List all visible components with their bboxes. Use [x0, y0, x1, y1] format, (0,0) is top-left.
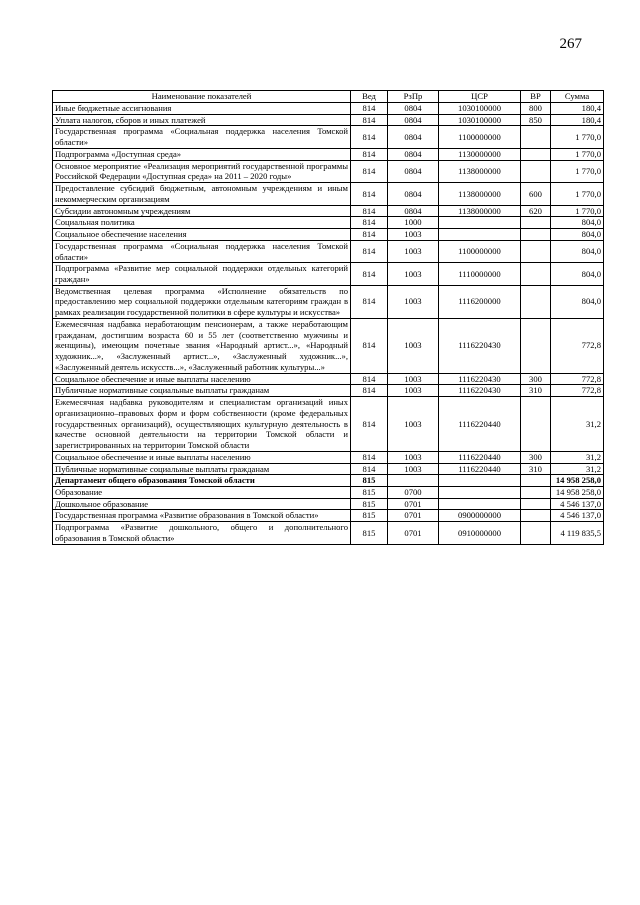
row-ved: 814 [351, 183, 388, 205]
row-csr: 1130000000 [439, 148, 521, 160]
row-ved: 814 [351, 451, 388, 463]
row-vr [521, 217, 551, 229]
row-vr [521, 126, 551, 148]
row-name: Государственная программа «Социальная поддержка населения Томской области» [53, 126, 351, 148]
table-row [53, 385, 604, 397]
row-ved: 814 [351, 126, 388, 148]
row-vr [521, 148, 551, 160]
row-csr: 1116220440 [439, 463, 521, 475]
row-sum: 14 958 258,0 [551, 475, 604, 487]
row-sum: 1 770,0 [551, 183, 604, 205]
row-sum: 1 770,0 [551, 160, 604, 182]
row-sum: 804,0 [551, 229, 604, 241]
row-name: Департамент общего образования Томской области [53, 475, 351, 487]
table-row [53, 318, 604, 373]
row-sum: 4 546 137,0 [551, 510, 604, 522]
row-vr [521, 498, 551, 510]
row-ved: 815 [351, 475, 388, 487]
row-sum: 14 958 258,0 [551, 486, 604, 498]
row-vr: 300 [521, 373, 551, 385]
row-sum: 772,8 [551, 373, 604, 385]
row-sum: 1 770,0 [551, 148, 604, 160]
header-vr: ВР [521, 91, 551, 103]
row-name: Основное мероприятие «Реализация мероприятий государственной программы Российской Федерации «Доступная среда» на 2011 – 2020 годы» [53, 160, 351, 182]
row-rzpr: 1003 [388, 285, 439, 318]
row-csr: 1100000000 [439, 240, 521, 262]
row-name: Подпрограмма «Развитие дошкольного, общего и дополнительного образования в Томской области» [53, 522, 351, 544]
row-name: Публичные нормативные социальные выплаты гражданам [53, 463, 351, 475]
row-ved: 814 [351, 373, 388, 385]
header-name: Наименование показателей [53, 91, 351, 103]
table-row [53, 285, 604, 318]
table-row [53, 463, 604, 475]
row-csr: 1116220430 [439, 318, 521, 373]
table-row [53, 148, 604, 160]
row-ved: 815 [351, 522, 388, 544]
row-sum: 31,2 [551, 397, 604, 452]
row-rzpr: 0804 [388, 160, 439, 182]
row-vr: 600 [521, 183, 551, 205]
table-row [53, 183, 604, 205]
row-sum: 31,2 [551, 463, 604, 475]
row-csr [439, 217, 521, 229]
row-rzpr: 1003 [388, 240, 439, 262]
header-csr: ЦСР [439, 91, 521, 103]
row-vr: 850 [521, 114, 551, 126]
row-csr: 1138000000 [439, 205, 521, 217]
row-sum: 804,0 [551, 217, 604, 229]
row-vr: 620 [521, 205, 551, 217]
table-row [53, 510, 604, 522]
row-vr [521, 522, 551, 544]
row-rzpr: 1003 [388, 463, 439, 475]
row-sum: 804,0 [551, 263, 604, 285]
row-csr: 1116220430 [439, 385, 521, 397]
header-ved: Вед [351, 91, 388, 103]
budget-table [52, 90, 604, 545]
row-name: Подпрограмма «Развитие мер социальной поддержки отдельных категорий граждан» [53, 263, 351, 285]
table-row [53, 486, 604, 498]
row-csr: 1110000000 [439, 263, 521, 285]
table-row [53, 498, 604, 510]
row-rzpr: 0804 [388, 183, 439, 205]
table-row [53, 126, 604, 148]
row-csr: 0910000000 [439, 522, 521, 544]
row-ved: 814 [351, 285, 388, 318]
row-vr [521, 285, 551, 318]
row-sum: 772,8 [551, 385, 604, 397]
table-row [53, 160, 604, 182]
row-name: Публичные нормативные социальные выплаты гражданам [53, 385, 351, 397]
row-rzpr: 0701 [388, 498, 439, 510]
row-name: Социальное обеспечение и иные выплаты населению [53, 373, 351, 385]
row-vr [521, 160, 551, 182]
row-rzpr: 1003 [388, 373, 439, 385]
row-rzpr: 1003 [388, 397, 439, 452]
row-ved: 815 [351, 486, 388, 498]
row-name: Ведомственная целевая программа «Исполнение обязательств по предоставлению мер социальной поддержки отдельным категориям граждан в рамках реализации государственной политики в сфере культуры и искусства» [53, 285, 351, 318]
table-row [53, 240, 604, 262]
row-name: Образование [53, 486, 351, 498]
row-name: Социальное обеспечение и иные выплаты населению [53, 451, 351, 463]
row-csr: 1030100000 [439, 114, 521, 126]
row-sum: 772,8 [551, 318, 604, 373]
row-ved: 815 [351, 510, 388, 522]
table-row [53, 475, 604, 487]
row-rzpr: 1003 [388, 263, 439, 285]
row-ved: 814 [351, 114, 388, 126]
row-ved: 814 [351, 229, 388, 241]
table-row [53, 103, 604, 115]
row-csr [439, 229, 521, 241]
table-row [53, 397, 604, 452]
row-rzpr [388, 475, 439, 487]
table-row [53, 114, 604, 126]
row-vr: 310 [521, 385, 551, 397]
row-sum: 4 546 137,0 [551, 498, 604, 510]
row-csr: 1116220440 [439, 451, 521, 463]
row-csr: 1138000000 [439, 160, 521, 182]
header-rzpr: РзПр [388, 91, 439, 103]
row-vr [521, 229, 551, 241]
row-vr: 310 [521, 463, 551, 475]
row-rzpr: 0804 [388, 205, 439, 217]
row-vr [521, 263, 551, 285]
row-ved: 814 [351, 148, 388, 160]
row-csr: 1116200000 [439, 285, 521, 318]
row-name: Ежемесячная надбавка неработающим пенсионерам, а также неработающим гражданам, достигшим возраста 60 и 55 лет (соответственно мужчины и женщины), имеющим почетные звания «Народный артист...», «Народный художник...», «Заслуженный артист...», «Заслуженный художник...», «Заслуженный деятель искусств...», «Заслуженный работник культуры...» [53, 318, 351, 373]
row-name: Подпрограмма «Доступная среда» [53, 148, 351, 160]
table-row [53, 263, 604, 285]
row-rzpr: 1003 [388, 229, 439, 241]
row-sum: 4 119 835,5 [551, 522, 604, 544]
row-vr [521, 510, 551, 522]
row-name: Социальная политика [53, 217, 351, 229]
row-sum: 1 770,0 [551, 205, 604, 217]
row-name: Государственная программа «Социальная поддержка населения Томской области» [53, 240, 351, 262]
row-sum: 180,4 [551, 103, 604, 115]
row-sum: 31,2 [551, 451, 604, 463]
row-csr: 1030100000 [439, 103, 521, 115]
row-ved: 814 [351, 463, 388, 475]
row-rzpr: 0804 [388, 126, 439, 148]
row-ved: 814 [351, 263, 388, 285]
row-rzpr: 0804 [388, 114, 439, 126]
row-name: Государственная программа «Развитие образования в Томской области» [53, 510, 351, 522]
row-sum: 804,0 [551, 285, 604, 318]
row-csr: 1138000000 [439, 183, 521, 205]
row-ved: 815 [351, 498, 388, 510]
row-csr: 1116220430 [439, 373, 521, 385]
row-rzpr: 0701 [388, 510, 439, 522]
row-name: Предоставление субсидий бюджетным, автономным учреждениям и иным некоммерческим организациям [53, 183, 351, 205]
table-row [53, 217, 604, 229]
row-csr [439, 486, 521, 498]
row-sum: 180,4 [551, 114, 604, 126]
row-vr: 800 [521, 103, 551, 115]
row-vr [521, 486, 551, 498]
table-row [53, 373, 604, 385]
row-name: Социальное обеспечение населения [53, 229, 351, 241]
row-ved: 814 [351, 160, 388, 182]
row-name: Иные бюджетные ассигнования [53, 103, 351, 115]
table-header-row [53, 91, 604, 103]
row-ved: 814 [351, 318, 388, 373]
row-rzpr: 0804 [388, 148, 439, 160]
table-row [53, 205, 604, 217]
row-rzpr: 0700 [388, 486, 439, 498]
row-csr [439, 498, 521, 510]
table-row [53, 522, 604, 544]
row-vr: 300 [521, 451, 551, 463]
row-vr [521, 475, 551, 487]
table-row [53, 451, 604, 463]
row-rzpr: 1003 [388, 385, 439, 397]
row-rzpr: 0701 [388, 522, 439, 544]
row-rzpr: 0804 [388, 103, 439, 115]
row-vr [521, 240, 551, 262]
row-name: Дошкольное образование [53, 498, 351, 510]
row-csr: 1100000000 [439, 126, 521, 148]
row-csr: 1116220440 [439, 397, 521, 452]
row-name: Уплата налогов, сборов и иных платежей [53, 114, 351, 126]
row-rzpr: 1000 [388, 217, 439, 229]
row-vr [521, 397, 551, 452]
header-sum: Сумма [551, 91, 604, 103]
row-ved: 814 [351, 385, 388, 397]
row-ved: 814 [351, 217, 388, 229]
row-rzpr: 1003 [388, 451, 439, 463]
row-sum: 804,0 [551, 240, 604, 262]
page-number: 267 [559, 36, 582, 52]
row-name: Субсидии автономным учреждениям [53, 205, 351, 217]
row-vr [521, 318, 551, 373]
row-name: Ежемесячная надбавка руководителям и специалистам организаций иных организационно–правовых форм и форм собственности (кроме федеральных государственных организаций), осуществляющих культурную деятельность в качестве основной деятельности на территории Томской области и зарегистрированных на территории Томской области [53, 397, 351, 452]
table-row [53, 229, 604, 241]
row-ved: 814 [351, 205, 388, 217]
row-ved: 814 [351, 103, 388, 115]
row-rzpr: 1003 [388, 318, 439, 373]
row-ved: 814 [351, 397, 388, 452]
row-csr [439, 475, 521, 487]
row-sum: 1 770,0 [551, 126, 604, 148]
row-ved: 814 [351, 240, 388, 262]
row-csr: 0900000000 [439, 510, 521, 522]
